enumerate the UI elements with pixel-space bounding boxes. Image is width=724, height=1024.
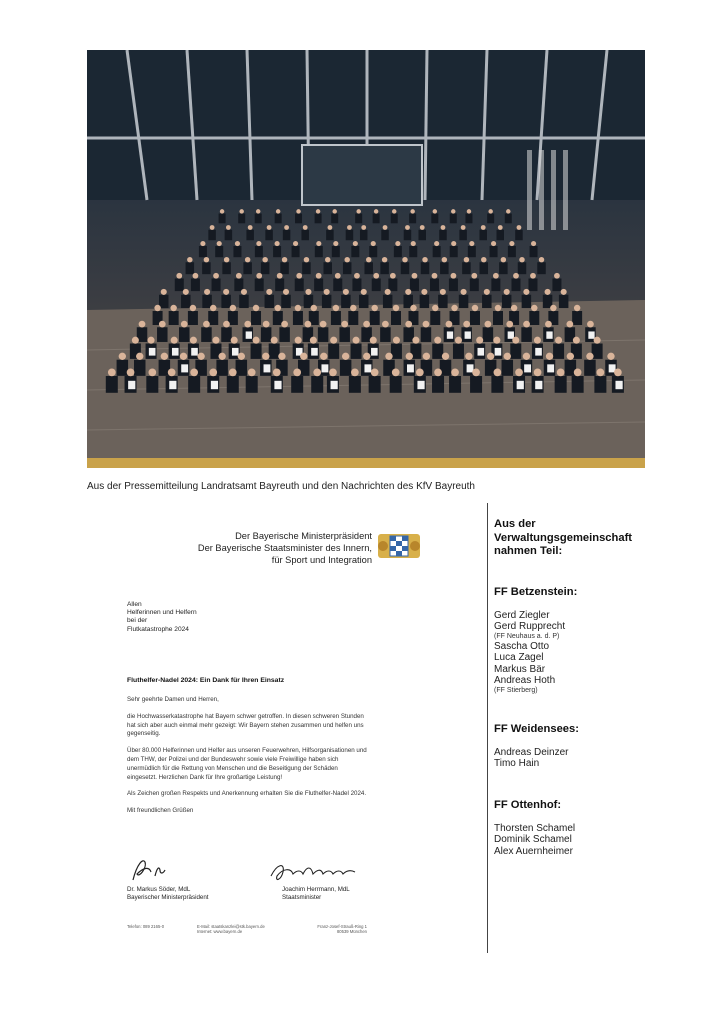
heading-line: nahmen Teil:	[494, 545, 563, 557]
bavarian-crest-icon	[376, 532, 422, 560]
member-note: (FF Neuhaus a. d. P)	[494, 632, 560, 640]
member-name: Thorsten Schamel	[494, 822, 576, 834]
group-ottenhof	[494, 799, 575, 857]
heading-line: Verwaltungsgemeinschaft	[494, 531, 633, 544]
letter-body	[127, 696, 367, 824]
recipient-address	[127, 601, 197, 634]
column-divider	[487, 503, 488, 953]
address-line: Flutkatastrophe 2024	[127, 625, 189, 633]
group-photo	[87, 50, 645, 468]
member-name: Markus Bär	[494, 663, 546, 675]
group-weidensees	[494, 723, 579, 770]
signer-soeder	[127, 886, 209, 901]
address-line: Allen	[127, 601, 142, 608]
footer-line: E-Mail: staatskanzlei@stk.bayern.de	[197, 924, 265, 929]
group-photo-icon	[87, 50, 645, 468]
member-name: Luca Zagel	[494, 652, 544, 664]
footer-phone: Telefon: 089 2165-0	[127, 924, 165, 929]
member-note: (FF Stierberg)	[494, 687, 538, 695]
header-line: für Sport und Integration	[271, 555, 372, 565]
footer-address	[317, 924, 367, 934]
signer-name: Dr. Markus Söder, MdL	[127, 886, 191, 893]
closing: Mit freundlichen Grüßen	[127, 807, 194, 815]
signer-title: Staatsminister	[282, 893, 322, 901]
header-line: Der Bayerische Ministerpräsident	[235, 531, 372, 541]
letter-header	[198, 530, 372, 566]
member-name: Dominik Schamel	[494, 834, 572, 846]
member-name: Andreas Hoth	[494, 675, 556, 687]
signer-name: Joachim Herrmann, MdL	[282, 886, 350, 893]
sidebar-heading	[494, 518, 714, 559]
member-name: Gerd Rupprecht	[494, 621, 566, 633]
signer-title: Bayerischer Ministerpräsident	[127, 893, 209, 901]
group-title: FF Weidensees:	[494, 723, 579, 735]
letter-subject: Fluthelfer-Nadel 2024: Ein Dank für Ihren Einsatz	[127, 677, 285, 684]
heading-line: Aus der	[494, 518, 536, 530]
signature-herrmann-icon	[267, 858, 362, 886]
participants-sidebar	[494, 518, 714, 857]
header-line: Der Bayerische Staatsminister des Innern,	[197, 543, 372, 553]
signature-soeder-icon	[129, 856, 169, 884]
member-name: Gerd Ziegler	[494, 609, 550, 621]
member-name: Alex Auernheimer	[494, 845, 573, 857]
salutation: Sehr geehrte Damen und Herren,	[127, 696, 219, 703]
group-title: FF Betzenstein:	[494, 586, 578, 598]
group-title: FF Ottenhof:	[494, 799, 562, 811]
paragraph: Als Zeichen großen Respekts und Anerkennung erhalten Sie die Fluthelfer-Nadel 2024.	[127, 790, 367, 798]
letter	[87, 520, 482, 940]
group-betzenstein	[494, 586, 577, 695]
footer-line: 80539 München	[336, 929, 367, 934]
member-name: Andreas Deinzer	[494, 746, 569, 758]
signer-herrmann	[282, 886, 350, 901]
photo-caption: Aus der Pressemitteilung Landratsamt Bayreuth und den Nachrichten des KfV Bayreuth	[87, 481, 475, 492]
address-line: Helferinnen und Helfern	[127, 609, 197, 617]
paragraph: Über 80.000 Helferinnen und Helfer aus unseren Feuerwehren, Hilfsorganisationen und dem THW, der Polizei und der Bundeswehr sowie viele Freiwillige haben sich unermüdlich für die Rettung von Menschen und die Beseitigung der Schäden eingesetzt. Herzlichen Dank für Ihre großartige Leistung!	[127, 747, 367, 781]
footer-line: Internet: www.bayern.de	[197, 929, 243, 934]
member-name: Sascha Otto	[494, 640, 550, 652]
paragraph: die Hochwasserkatastrophe hat Bayern schwer getroffen. In diesen schweren Stunden hat sich aber auch einmal mehr gezeigt: Wir Bayern stehen zusammen und helfen uns gegenseitig.	[127, 712, 364, 738]
footer-line: Franz-Josef-Strauß-Ring 1	[317, 924, 367, 929]
footer-contact	[197, 924, 265, 934]
address-line: bei der	[127, 617, 148, 625]
member-name: Timo Hain	[494, 758, 540, 770]
